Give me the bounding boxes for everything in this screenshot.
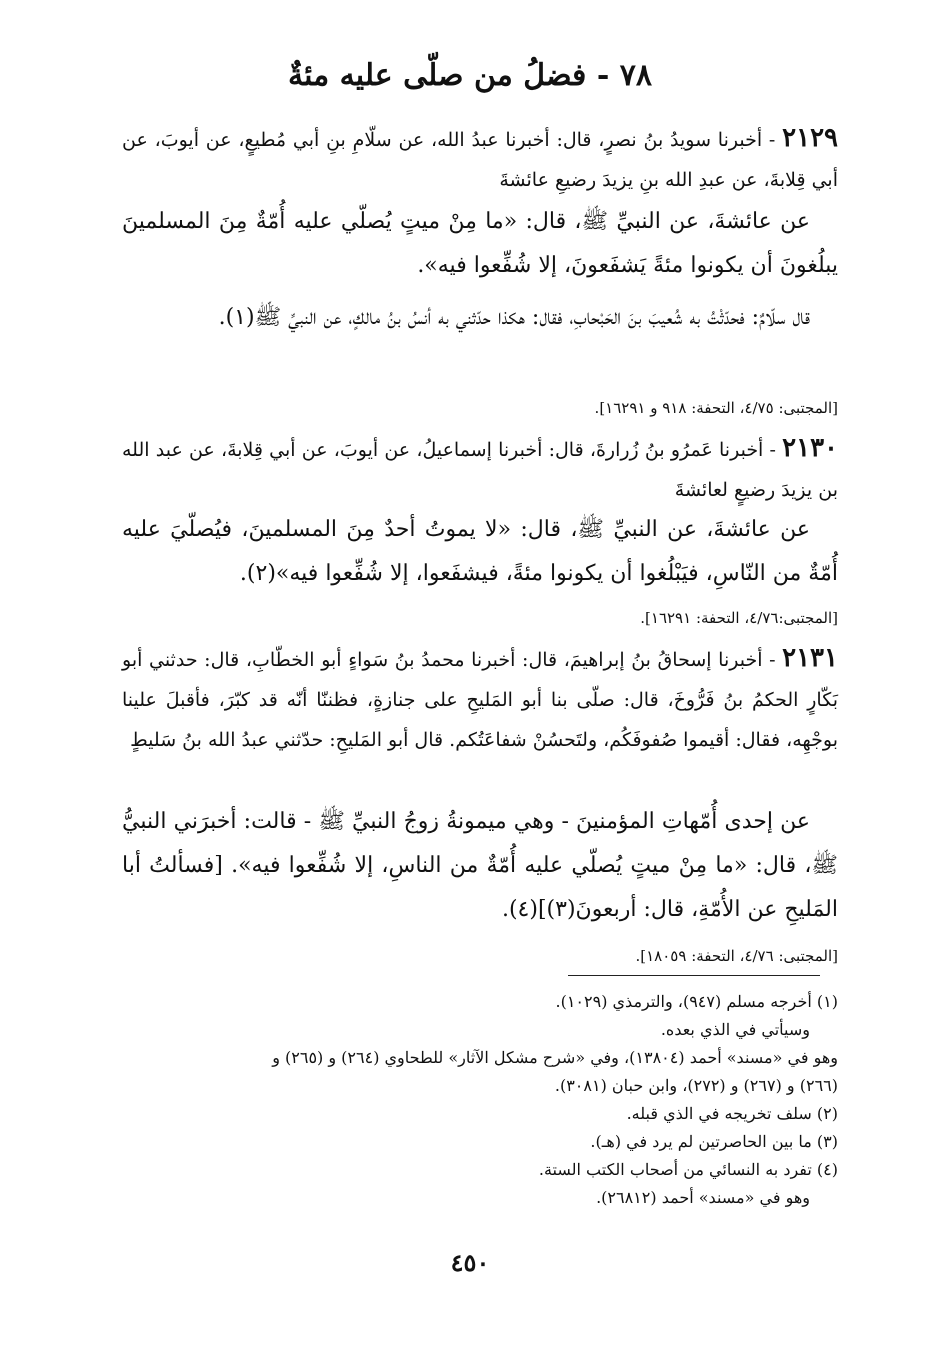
- footnote-separator: [568, 975, 820, 976]
- chapter-title: ٧٨ - فضلُ من صلّى عليه مئةٌ: [288, 58, 652, 93]
- footnote-line: (٢) سلف تخريجه في الذي قبله.: [626, 1104, 838, 1123]
- hadith-reference: [المجتبى:٤/٧٦، التحفة: ١٦٢٩١].: [640, 609, 838, 627]
- page-number: ٤٥٠: [450, 1248, 490, 1277]
- footnote-line: وهو في «مسند» أحمد (٢٦٨١٢).: [596, 1188, 810, 1207]
- hadith-matn: [122, 800, 838, 932]
- matn-text: عن إحدى أُمّهاتِ المؤمنينَ - وهي ميمونةُ زوجُ النبيِّ ﷺ - قالت: أخبرَني النبيُّ ﷺ، قال: «ما مِنْ ميتٍ يُصلّي عليه أُمّةٌ من الناسِ، إلا شُفِّعوا فيه». [فسألتُ أبا المَليحِ عن الأُمّةِ، قال: أربعونَ(٣)](٤).: [122, 809, 838, 922]
- hadith-number: ٢١٢٩: [782, 123, 838, 153]
- addition-text: قال سلّامٌ: فحدّثْتُ به شُعيبَ بنَ الحَبْحابِ، فقال: هكذا حدّثني به أنسُ بنُ مالكٍ، عن النبيِّ ﷺ(١).: [218, 305, 810, 330]
- footnote-line: (٤) تفرد به النسائي من أصحاب الكتب الستة.: [538, 1160, 838, 1179]
- footnote-line: وسيأتي في الذي بعده.: [660, 1020, 810, 1039]
- hadith-isnad: [122, 118, 838, 200]
- hadith-matn: [122, 200, 838, 288]
- hadith-matn: [122, 508, 838, 596]
- hadith-isnad: [122, 428, 838, 510]
- footnote-line: (٢٦٦) و (٢٦٧) و (٢٧٢)، وابن حبان (٣٠٨١).: [554, 1076, 838, 1095]
- footnotes: [122, 988, 838, 1212]
- matn-text: عن عائشةَ، عن النبيِّ ﷺ، قال: «ما مِنْ ميتٍ يُصلّي عليه أُمّةٌ مِنَ المسلمينَ يبلُغونَ أن يكونوا مئةً يَشفَعونَ، إلا شُفِّعوا فيه».: [122, 209, 838, 278]
- hadith-reference: [المجتبى: ٤/٧٥، التحفة: ٩١٨ و ١٦٢٩١].: [594, 399, 838, 417]
- hadith-reference: [المجتبى: ٤/٧٦، التحفة: ١٨٠٥٩].: [635, 947, 838, 965]
- hadith-addition: [122, 296, 838, 340]
- footnote-line: (١) أخرجه مسلم (٩٤٧)، والترمذي (١٠٢٩).: [555, 992, 838, 1011]
- hadith-isnad: [122, 638, 838, 760]
- isnad-text: - أخبرنا عَمرُو بنُ زُرارةَ، قال: أخبرنا إسماعيلُ، عن أيوبَ، عن أبي قِلابةَ، عن عبد الله بن يزيدَ رضيعٍ لعائشةَ: [122, 439, 838, 501]
- hadith-number: ٢١٣٠: [782, 433, 838, 463]
- isnad-text: - أخبرنا إسحاقُ بنُ إبراهيمَ، قال: أخبرنا محمدُ بنُ سَواءٍ أبو الخطّابِ، قال: حدثني أبو بَكّارٍ الحكمُ بنُ فَرُّوخَ، قال: صلّى بنا أبو المَليحِ على جنازةٍ، فظننّا أنّه قد كبّرَ، فأقبلَ علينا بوجْهِه، فقال: أقيموا صُفوفَكُم، ولتَحسُنْ شفاعَتُكم. قال أبو المَليحِ: حدّثني عبدُ الله بنُ سَليطٍ: [122, 649, 838, 751]
- matn-text: عن عائشةَ، عن النبيِّ ﷺ، قال: «لا يموتُ أحدٌ مِنَ المسلمينَ، فيُصلّيَ عليه أُمّةٌ من النّاسِ، فيَبْلُغوا أن يكونوا مئةً، فيشفَعوا، إلا شُفِّعوا فيه»(٢).: [122, 517, 838, 586]
- isnad-text: - أخبرنا سويدُ بنُ نصرٍ، قال: أخبرنا عبدُ الله، عن سلّامِ بنِ أبي مُطيعٍ، عن أيوبَ، عن أبي قِلابةَ، عن عبدِ الله بنِ يزيدَ رضيعِ عائشةَ: [122, 129, 838, 191]
- footnote-line: وهو في «مسند» أحمد (١٣٨٠٤)، وفي «شرح مشكل الآثار» للطحاوي (٢٦٤) و (٢٦٥) و: [272, 1048, 838, 1067]
- hadith-number: ٢١٣١: [782, 643, 838, 673]
- footnote-line: (٣) ما بين الحاصرتين لم يرد في (هـ).: [590, 1132, 838, 1151]
